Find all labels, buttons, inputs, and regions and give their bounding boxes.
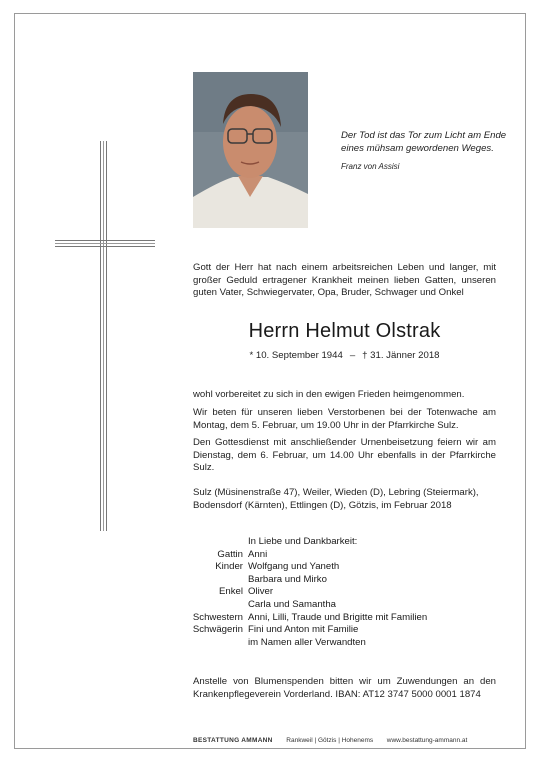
family-row	[160, 637, 427, 650]
family-names: Anni	[248, 548, 268, 560]
family-names: im Namen aller Verwandten	[248, 636, 366, 648]
family-names: Wolfgang und Yaneth	[248, 561, 340, 573]
life-dates: * 10. September 1944 – † 31. Jänner 2018	[249, 350, 440, 361]
family-role: Enkel	[219, 586, 243, 598]
service-text: Den Gottesdienst mit anschließender Urnenbeisetzung feiern wir am Dienstag, dem 6. Februar, um 14.00 Uhr ebenfalls in der Pfarrkirche Sulz.	[193, 437, 496, 474]
family-row	[160, 599, 427, 612]
family-row	[160, 549, 427, 562]
family-role: Kinder	[215, 561, 243, 573]
family-names: Barbara und Mirko	[248, 573, 327, 585]
family-row	[160, 561, 427, 574]
birth-date: * 10. September 1944	[249, 350, 343, 361]
family-row	[160, 574, 427, 587]
family-row	[160, 612, 427, 625]
quote-line-1: Der Tod ist das Tor zum Licht am Ende	[341, 130, 507, 141]
family-role: Schwägerin	[192, 624, 243, 636]
donation-text: Anstelle von Blumenspenden bitten wir um Zuwendungen an den Krankenpflegeverein Vorderland. IBAN: AT12 3747 5000 0001 1874	[193, 676, 496, 700]
intro-text: Gott der Herr hat nach einem arbeitsreichen Leben und langer, mit großer Geduld ertragener Krankheit meinen lieben Gatten, unseren guten Vater, Schwiegervater, Opa, Bruder, Schwager und Onkel	[193, 262, 496, 299]
family-list	[160, 536, 427, 649]
cross-vertical-beam	[100, 141, 107, 531]
family-heading: In Liebe und Dankbarkeit:	[248, 536, 358, 547]
death-date: † 31. Jänner 2018	[362, 350, 440, 361]
portrait-photo	[193, 72, 308, 228]
wake-text: Wir beten für unseren lieben Verstorbenen bei der Totenwache am Montag, dem 5. Februar, um 19.00 Uhr in der Pfarrkirche Sulz.	[193, 407, 496, 431]
family-role: Gattin	[217, 548, 243, 560]
peace-text: wohl vorbereitet zu sich in den ewigen Frieden heimgenommen.	[193, 389, 465, 400]
cross-horizontal-beam	[55, 240, 155, 247]
funeral-home-brand: BESTATTUNG AMMANN	[193, 737, 273, 744]
funeral-home-locations: Rankweil | Götzis | Hohenems	[286, 737, 374, 744]
family-role	[160, 637, 248, 650]
quote-block	[341, 130, 511, 174]
deceased-name: Herrn Helmut Olstrak	[248, 320, 441, 342]
family-role	[160, 599, 248, 612]
quote-author: Franz von Assisi	[341, 162, 400, 171]
family-role: Schwestern	[192, 611, 243, 623]
family-names: Oliver	[248, 586, 274, 598]
family-row	[160, 586, 427, 599]
family-names: Fini und Anton mit Familie	[248, 624, 359, 636]
funeral-home-website[interactable]: www.bestattung-ammann.at	[386, 737, 468, 744]
quote-line-2: eines mühsam gewordenen Weges.	[341, 142, 494, 154]
family-role	[160, 574, 248, 587]
footer	[193, 737, 467, 744]
family-names: Carla und Samantha	[248, 598, 336, 610]
places-text: Sulz (Müsinenstraße 47), Weiler, Wieden (D), Lebring (Steiermark), Bodensdorf (Kärnten), Ettlingen (D), Götzis, im Februar 2018	[193, 487, 479, 511]
family-heading-row	[160, 536, 427, 549]
family-names: Anni, Lilli, Traude und Brigitte mit Familien	[248, 611, 428, 623]
family-row	[160, 624, 427, 637]
